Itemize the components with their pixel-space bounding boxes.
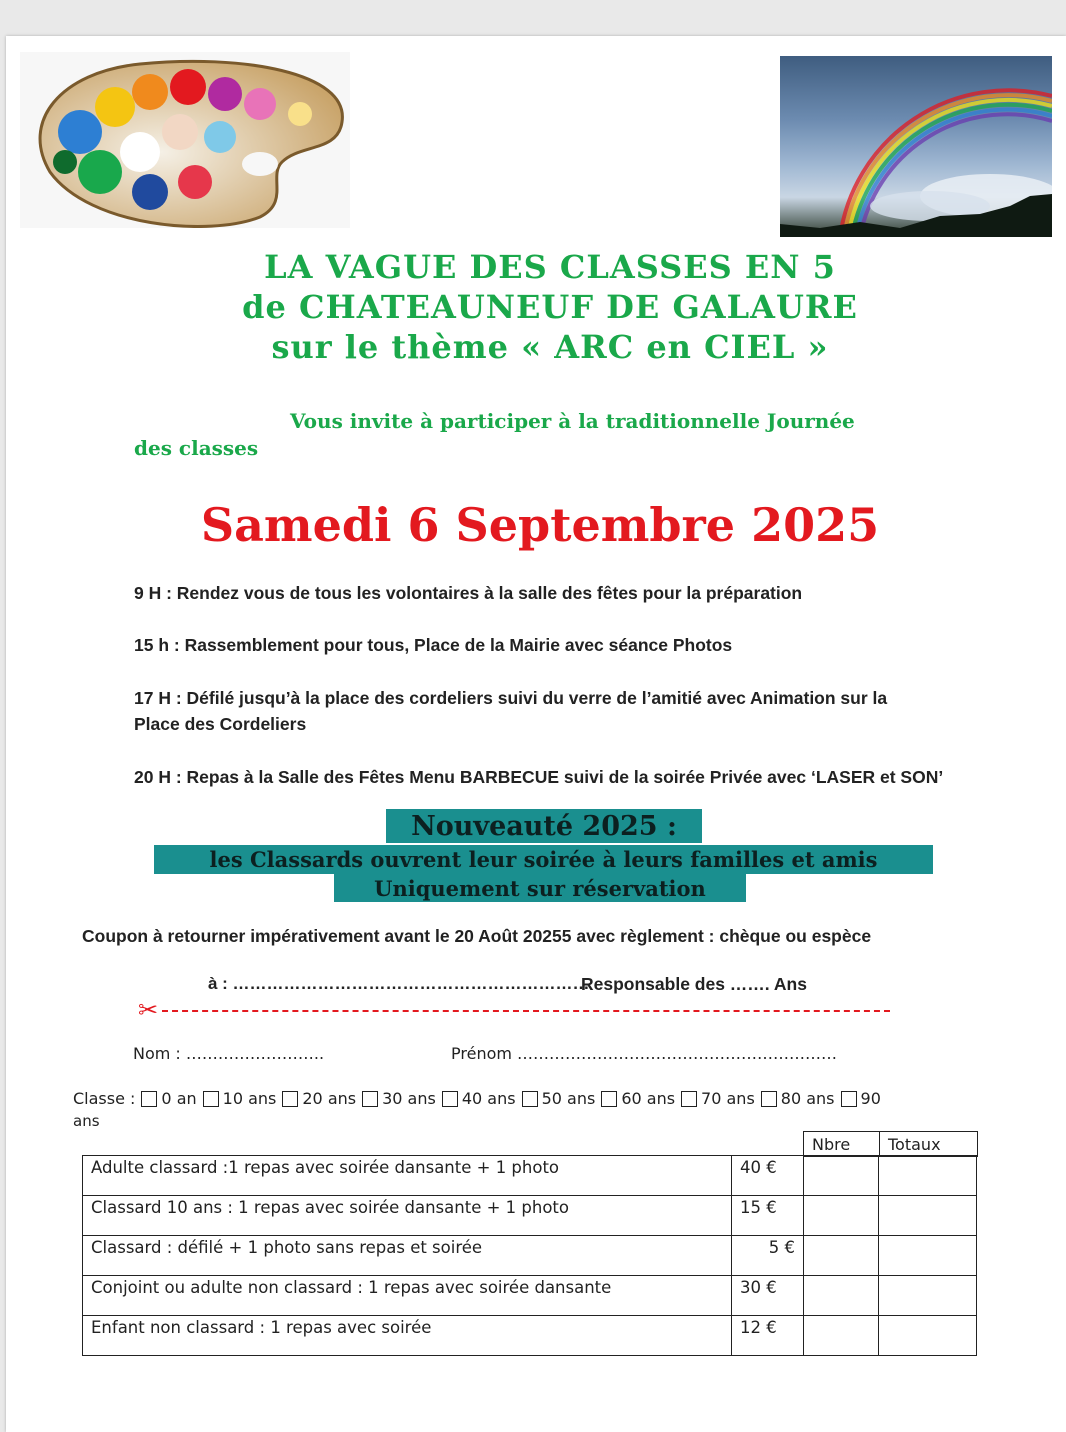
checkbox-30-ans[interactable] bbox=[362, 1091, 378, 1107]
row-nbre-cell[interactable] bbox=[804, 1316, 879, 1356]
coupon-instructions: Coupon à retourner impérativement avant le 20 Août 20255 avec règlement : chèque ou espèce bbox=[82, 926, 872, 946]
news-banner-line-3: Uniquement sur réservation bbox=[334, 874, 746, 902]
title-line-3: sur le thème « ARC en CIEL » bbox=[271, 328, 829, 366]
event-date: Samedi 6 Septembre 2025 bbox=[200, 498, 880, 552]
prenom-field[interactable]: Prénom …………………………………………………… bbox=[451, 1044, 838, 1063]
invite-line-1: Vous invite à participer à la traditionnelle Journée bbox=[290, 409, 855, 433]
row-price: 5 € bbox=[732, 1236, 804, 1276]
coupon-to-field[interactable]: à : ……………………………………………………… bbox=[208, 974, 590, 993]
palette-graphic bbox=[20, 52, 350, 228]
scissors-icon: ✂ bbox=[138, 996, 159, 1024]
checkbox-label: 10 ans bbox=[222, 1089, 277, 1108]
checkbox-label: 60 ans bbox=[621, 1089, 676, 1108]
table-row bbox=[83, 1236, 977, 1276]
invite-line-2: des classes bbox=[134, 436, 259, 460]
row-price: 40 € bbox=[732, 1156, 804, 1196]
schedule-item-17h: 17 H : Défilé jusqu’à la place des cordeliers suivi du verre de l’amitié avec Animation sur la bbox=[134, 688, 888, 708]
row-label: Conjoint ou adulte non classard : 1 repas avec soirée dansante bbox=[83, 1276, 732, 1316]
row-total-cell[interactable] bbox=[879, 1236, 977, 1276]
title-line-1: LA VAGUE DES CLASSES EN 5 bbox=[264, 248, 836, 286]
header-nbre: Nbre bbox=[804, 1132, 880, 1157]
checkbox-label: 80 ans bbox=[780, 1089, 835, 1108]
table-row bbox=[83, 1276, 977, 1316]
checkbox-90-ans[interactable] bbox=[841, 1091, 857, 1107]
row-nbre-cell[interactable] bbox=[804, 1276, 879, 1316]
checkbox-60-ans[interactable] bbox=[601, 1091, 617, 1107]
row-total-cell[interactable] bbox=[879, 1196, 977, 1236]
header-totaux: Totaux bbox=[880, 1132, 978, 1157]
classe-row bbox=[73, 1089, 881, 1108]
row-label: Classard 10 ans : 1 repas avec soirée dansante + 1 photo bbox=[83, 1196, 732, 1236]
checkbox-label: 70 ans bbox=[701, 1089, 755, 1108]
row-price: 30 € bbox=[732, 1276, 804, 1316]
row-nbre-cell[interactable] bbox=[804, 1156, 879, 1196]
row-nbre-cell[interactable] bbox=[804, 1236, 879, 1276]
row-total-cell[interactable] bbox=[879, 1316, 977, 1356]
schedule-item-17h-cont: Place des Cordeliers bbox=[134, 714, 307, 734]
news-banner-title: Nouveauté 2025 : bbox=[386, 809, 702, 843]
classe-wrap-text: ans bbox=[73, 1112, 100, 1130]
row-label: Enfant non classard : 1 repas avec soirée bbox=[83, 1316, 732, 1356]
checkbox-40-ans[interactable] bbox=[442, 1091, 458, 1107]
schedule-item-9h: 9 H : Rendez vous de tous les volontaires à la salle des fêtes pour la préparation bbox=[134, 583, 803, 603]
table-row bbox=[83, 1156, 977, 1196]
checkbox-20-ans[interactable] bbox=[282, 1091, 298, 1107]
checkbox-label: 90 bbox=[860, 1089, 881, 1108]
row-label: Classard : défilé + 1 photo sans repas et soirée bbox=[83, 1236, 732, 1276]
checkbox-80-ans[interactable] bbox=[761, 1091, 777, 1107]
checkbox-label: 40 ans bbox=[461, 1089, 516, 1108]
price-table bbox=[82, 1155, 977, 1356]
checkbox-10-ans[interactable] bbox=[203, 1091, 219, 1107]
news-banner-line-2: les Classards ouvrent leur soirée à leurs familles et amis bbox=[154, 845, 933, 874]
row-total-cell[interactable] bbox=[879, 1156, 977, 1196]
title-line-2: de CHATEAUNEUF DE GALAURE bbox=[242, 288, 858, 326]
checkbox-70-ans[interactable] bbox=[681, 1091, 697, 1107]
checkbox-0-an[interactable] bbox=[141, 1091, 157, 1107]
table-row bbox=[83, 1316, 977, 1356]
checkbox-label: 20 ans bbox=[302, 1089, 357, 1108]
checkbox-label: 0 an bbox=[161, 1089, 197, 1108]
schedule-item-15h: 15 h : Rassemblement pour tous, Place de la Mairie avec séance Photos bbox=[134, 635, 733, 655]
nom-field[interactable]: Nom : …………………….. bbox=[133, 1044, 325, 1063]
price-table-header bbox=[803, 1131, 978, 1157]
cut-line bbox=[162, 1010, 890, 1012]
row-label: Adulte classard :1 repas avec soirée dansante + 1 photo bbox=[83, 1156, 732, 1196]
classe-label: Classe : bbox=[73, 1089, 136, 1108]
table-row bbox=[83, 1196, 977, 1236]
checkbox-label: 50 ans bbox=[541, 1089, 596, 1108]
row-price: 12 € bbox=[732, 1316, 804, 1356]
checkbox-50-ans[interactable] bbox=[522, 1091, 538, 1107]
row-nbre-cell[interactable] bbox=[804, 1196, 879, 1236]
paint-palette-image bbox=[20, 52, 350, 228]
schedule-item-20h: 20 H : Repas à la Salle des Fêtes Menu BARBECUE suivi de la soirée Privée avec ‘LASER et SON’ bbox=[134, 767, 944, 787]
row-price: 15 € bbox=[732, 1196, 804, 1236]
rainbow-graphic bbox=[780, 56, 1052, 237]
row-total-cell[interactable] bbox=[879, 1276, 977, 1316]
checkbox-label: 30 ans bbox=[382, 1089, 436, 1108]
rainbow-sky-image bbox=[780, 56, 1052, 237]
coupon-responsible-field[interactable]: Responsable des ……. Ans bbox=[581, 974, 807, 994]
